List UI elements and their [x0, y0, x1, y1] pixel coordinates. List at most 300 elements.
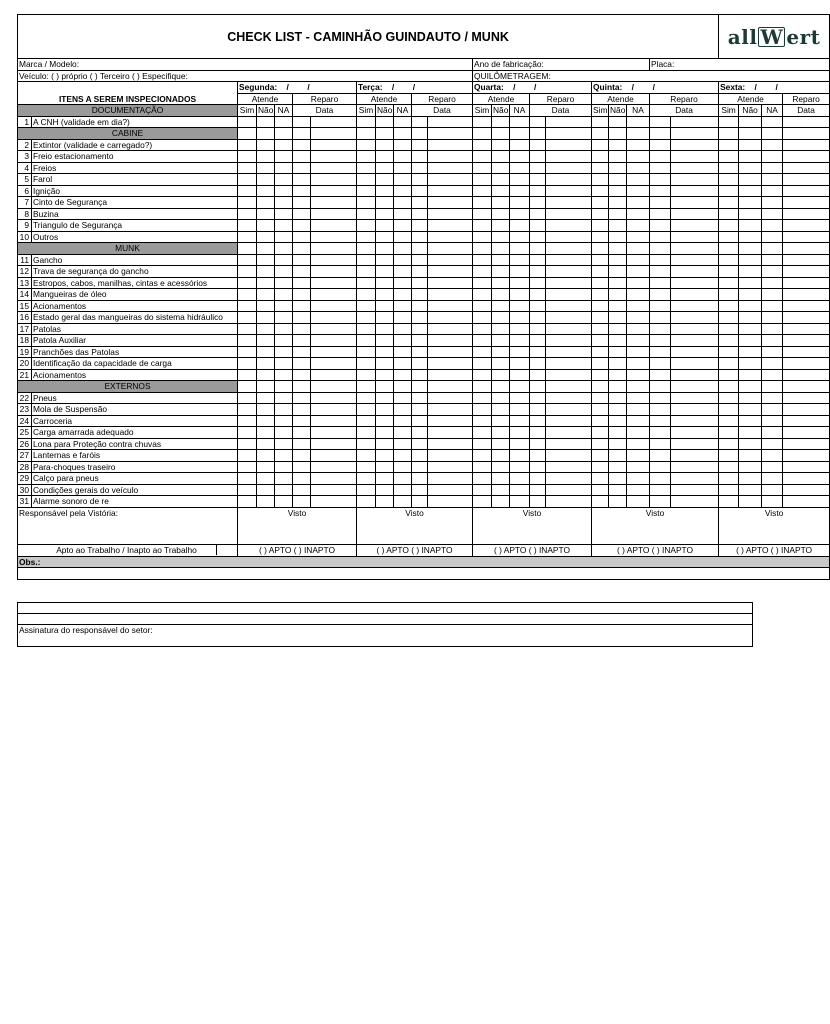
na-check-cell[interactable] [510, 174, 530, 186]
nao-check-cell[interactable] [609, 358, 627, 370]
nao-check-cell[interactable] [609, 197, 627, 209]
repair-cell[interactable] [412, 323, 428, 335]
repair-cell[interactable] [650, 162, 671, 174]
date-cell[interactable] [671, 381, 719, 393]
date-cell[interactable] [546, 438, 592, 450]
na-check-cell[interactable] [510, 404, 530, 416]
nao-check-cell[interactable] [609, 254, 627, 266]
nao-check-cell[interactable] [492, 438, 510, 450]
repair-cell[interactable] [293, 473, 311, 485]
sim-check-cell[interactable] [473, 231, 492, 243]
repair-cell[interactable] [293, 427, 311, 439]
repair-cell[interactable] [783, 208, 830, 220]
sim-check-cell[interactable] [238, 392, 257, 404]
sim-check-cell[interactable] [592, 162, 609, 174]
repair-cell[interactable] [530, 289, 546, 301]
repair-cell[interactable] [783, 346, 830, 358]
nao-check-cell[interactable] [739, 151, 762, 163]
sim-check-cell[interactable] [592, 473, 609, 485]
nao-check-cell[interactable] [739, 335, 762, 347]
obs-field[interactable] [18, 568, 830, 580]
repair-cell[interactable] [783, 243, 830, 255]
sim-check-cell[interactable] [357, 277, 376, 289]
odometer-field[interactable]: QUILÔMETRAGEM: [473, 70, 830, 82]
brand-model-field[interactable]: Marca / Modelo: [18, 59, 473, 71]
nao-check-cell[interactable] [376, 185, 394, 197]
repair-cell[interactable] [783, 300, 830, 312]
nao-check-cell[interactable] [492, 461, 510, 473]
date-cell[interactable] [546, 185, 592, 197]
repair-cell[interactable] [783, 484, 830, 496]
repair-cell[interactable] [783, 312, 830, 324]
na-check-cell[interactable] [762, 461, 783, 473]
nao-check-cell[interactable] [739, 346, 762, 358]
date-cell[interactable] [428, 381, 473, 393]
nao-check-cell[interactable] [257, 174, 275, 186]
repair-cell[interactable] [530, 369, 546, 381]
check-cell[interactable] [238, 243, 257, 255]
na-check-cell[interactable] [627, 496, 650, 508]
na-check-cell[interactable] [394, 415, 412, 427]
nao-check-cell[interactable] [739, 116, 762, 128]
date-cell[interactable] [546, 461, 592, 473]
na-check-cell[interactable] [510, 450, 530, 462]
repair-cell[interactable] [650, 151, 671, 163]
sim-check-cell[interactable] [592, 266, 609, 278]
na-check-cell[interactable] [762, 220, 783, 232]
repair-cell[interactable] [293, 392, 311, 404]
repair-cell[interactable] [783, 185, 830, 197]
nao-check-cell[interactable] [257, 473, 275, 485]
sim-check-cell[interactable] [238, 151, 257, 163]
date-cell[interactable] [311, 243, 357, 255]
check-cell[interactable] [492, 381, 510, 393]
check-cell[interactable] [592, 381, 609, 393]
na-check-cell[interactable] [275, 346, 293, 358]
sim-check-cell[interactable] [473, 323, 492, 335]
repair-cell[interactable] [783, 438, 830, 450]
na-check-cell[interactable] [627, 335, 650, 347]
na-check-cell[interactable] [627, 254, 650, 266]
nao-check-cell[interactable] [739, 358, 762, 370]
nao-check-cell[interactable] [257, 254, 275, 266]
date-cell[interactable] [311, 392, 357, 404]
nao-check-cell[interactable] [739, 404, 762, 416]
sim-check-cell[interactable] [473, 358, 492, 370]
na-check-cell[interactable] [275, 277, 293, 289]
sim-check-cell[interactable] [357, 323, 376, 335]
na-check-cell[interactable] [762, 473, 783, 485]
sim-check-cell[interactable] [473, 404, 492, 416]
na-check-cell[interactable] [394, 335, 412, 347]
date-cell[interactable] [311, 484, 357, 496]
na-check-cell[interactable] [394, 404, 412, 416]
nao-check-cell[interactable] [609, 162, 627, 174]
sim-check-cell[interactable] [473, 151, 492, 163]
apto-blank-box[interactable] [216, 545, 236, 555]
check-cell[interactable] [762, 128, 783, 140]
repair-cell[interactable] [783, 404, 830, 416]
na-check-cell[interactable] [510, 116, 530, 128]
repair-cell[interactable] [783, 220, 830, 232]
date-cell[interactable] [671, 335, 719, 347]
na-check-cell[interactable] [627, 220, 650, 232]
na-check-cell[interactable] [275, 461, 293, 473]
repair-cell[interactable] [530, 438, 546, 450]
sim-check-cell[interactable] [592, 220, 609, 232]
nao-check-cell[interactable] [609, 427, 627, 439]
nao-check-cell[interactable] [739, 323, 762, 335]
na-check-cell[interactable] [510, 254, 530, 266]
repair-cell[interactable] [650, 427, 671, 439]
repair-cell[interactable] [650, 438, 671, 450]
repair-cell[interactable] [293, 496, 311, 508]
repair-cell[interactable] [293, 415, 311, 427]
repair-cell[interactable] [530, 473, 546, 485]
repair-cell[interactable] [412, 277, 428, 289]
visto-signature-field[interactable] [238, 518, 357, 545]
na-check-cell[interactable] [275, 323, 293, 335]
nao-check-cell[interactable] [609, 415, 627, 427]
check-cell[interactable] [510, 381, 530, 393]
sim-check-cell[interactable] [238, 197, 257, 209]
repair-cell[interactable] [783, 335, 830, 347]
repair-cell[interactable] [650, 369, 671, 381]
sim-check-cell[interactable] [357, 438, 376, 450]
date-cell[interactable] [546, 473, 592, 485]
date-cell[interactable] [428, 220, 473, 232]
sim-check-cell[interactable] [238, 116, 257, 128]
sim-check-cell[interactable] [592, 369, 609, 381]
check-cell[interactable] [473, 243, 492, 255]
sim-check-cell[interactable] [592, 461, 609, 473]
nao-check-cell[interactable] [739, 231, 762, 243]
apto-option[interactable]: ( ) APTO ( ) INAPTO [592, 545, 719, 557]
sim-check-cell[interactable] [473, 473, 492, 485]
nao-check-cell[interactable] [257, 323, 275, 335]
date-cell[interactable] [671, 415, 719, 427]
na-check-cell[interactable] [762, 231, 783, 243]
repair-cell[interactable] [783, 197, 830, 209]
visto-signature-field[interactable] [592, 518, 719, 545]
na-check-cell[interactable] [762, 300, 783, 312]
nao-check-cell[interactable] [492, 151, 510, 163]
nao-check-cell[interactable] [257, 358, 275, 370]
na-check-cell[interactable] [394, 312, 412, 324]
date-cell[interactable] [428, 450, 473, 462]
check-cell[interactable] [238, 381, 257, 393]
sim-check-cell[interactable] [238, 323, 257, 335]
check-cell[interactable] [592, 128, 609, 140]
date-cell[interactable] [311, 197, 357, 209]
repair-cell[interactable] [293, 208, 311, 220]
date-cell[interactable] [671, 438, 719, 450]
repair-cell[interactable] [650, 185, 671, 197]
sim-check-cell[interactable] [473, 335, 492, 347]
na-check-cell[interactable] [762, 116, 783, 128]
nao-check-cell[interactable] [257, 496, 275, 508]
date-cell[interactable] [311, 208, 357, 220]
nao-check-cell[interactable] [257, 438, 275, 450]
repair-cell[interactable] [783, 289, 830, 301]
date-cell[interactable] [311, 335, 357, 347]
date-cell[interactable] [311, 139, 357, 151]
repair-cell[interactable] [783, 461, 830, 473]
date-cell[interactable] [428, 473, 473, 485]
nao-check-cell[interactable] [257, 185, 275, 197]
sim-check-cell[interactable] [719, 151, 739, 163]
date-cell[interactable] [428, 415, 473, 427]
na-check-cell[interactable] [627, 473, 650, 485]
date-cell[interactable] [311, 254, 357, 266]
sim-check-cell[interactable] [719, 289, 739, 301]
sim-check-cell[interactable] [357, 231, 376, 243]
check-cell[interactable] [394, 243, 412, 255]
date-cell[interactable] [428, 266, 473, 278]
repair-cell[interactable] [783, 254, 830, 266]
check-cell[interactable] [257, 243, 275, 255]
nao-check-cell[interactable] [376, 415, 394, 427]
sim-check-cell[interactable] [238, 185, 257, 197]
sim-check-cell[interactable] [357, 392, 376, 404]
sim-check-cell[interactable] [592, 289, 609, 301]
na-check-cell[interactable] [762, 174, 783, 186]
repair-cell[interactable] [412, 312, 428, 324]
repair-cell[interactable] [412, 392, 428, 404]
year-field[interactable]: Ano de fabricação: [473, 59, 650, 71]
check-cell[interactable] [492, 128, 510, 140]
na-check-cell[interactable] [762, 289, 783, 301]
sim-check-cell[interactable] [473, 346, 492, 358]
repair-cell[interactable] [530, 139, 546, 151]
nao-check-cell[interactable] [609, 323, 627, 335]
repair-cell[interactable] [412, 185, 428, 197]
na-check-cell[interactable] [394, 266, 412, 278]
sim-check-cell[interactable] [473, 438, 492, 450]
repair-cell[interactable] [783, 358, 830, 370]
sim-check-cell[interactable] [238, 346, 257, 358]
na-check-cell[interactable] [627, 346, 650, 358]
nao-check-cell[interactable] [376, 346, 394, 358]
sim-check-cell[interactable] [592, 438, 609, 450]
check-cell[interactable] [357, 128, 376, 140]
repair-cell[interactable] [412, 450, 428, 462]
nao-check-cell[interactable] [609, 289, 627, 301]
date-cell[interactable] [546, 323, 592, 335]
na-check-cell[interactable] [394, 473, 412, 485]
nao-check-cell[interactable] [739, 484, 762, 496]
repair-cell[interactable] [650, 461, 671, 473]
na-check-cell[interactable] [627, 197, 650, 209]
repair-cell[interactable] [293, 116, 311, 128]
date-cell[interactable] [428, 427, 473, 439]
sim-check-cell[interactable] [719, 346, 739, 358]
sim-check-cell[interactable] [719, 197, 739, 209]
repair-cell[interactable] [412, 208, 428, 220]
sim-check-cell[interactable] [357, 116, 376, 128]
date-cell[interactable] [671, 300, 719, 312]
repair-cell[interactable] [412, 139, 428, 151]
nao-check-cell[interactable] [257, 266, 275, 278]
repair-cell[interactable] [412, 369, 428, 381]
sim-check-cell[interactable] [473, 312, 492, 324]
check-cell[interactable] [762, 243, 783, 255]
repair-cell[interactable] [783, 128, 830, 140]
na-check-cell[interactable] [510, 185, 530, 197]
repair-cell[interactable] [412, 496, 428, 508]
nao-check-cell[interactable] [376, 254, 394, 266]
nao-check-cell[interactable] [257, 346, 275, 358]
repair-cell[interactable] [293, 277, 311, 289]
nao-check-cell[interactable] [609, 139, 627, 151]
plate-field[interactable]: Placa: [650, 59, 830, 71]
date-cell[interactable] [546, 427, 592, 439]
nao-check-cell[interactable] [609, 369, 627, 381]
sim-check-cell[interactable] [473, 208, 492, 220]
date-cell[interactable] [671, 185, 719, 197]
sim-check-cell[interactable] [473, 289, 492, 301]
repair-cell[interactable] [412, 128, 428, 140]
na-check-cell[interactable] [275, 300, 293, 312]
date-cell[interactable] [428, 289, 473, 301]
repair-cell[interactable] [650, 381, 671, 393]
sim-check-cell[interactable] [357, 254, 376, 266]
sim-check-cell[interactable] [592, 231, 609, 243]
na-check-cell[interactable] [762, 312, 783, 324]
date-cell[interactable] [671, 139, 719, 151]
sim-check-cell[interactable] [238, 277, 257, 289]
repair-cell[interactable] [530, 162, 546, 174]
repair-cell[interactable] [293, 335, 311, 347]
check-cell[interactable] [238, 128, 257, 140]
sim-check-cell[interactable] [238, 404, 257, 416]
date-cell[interactable] [671, 220, 719, 232]
sim-check-cell[interactable] [238, 231, 257, 243]
date-cell[interactable] [311, 450, 357, 462]
repair-cell[interactable] [650, 346, 671, 358]
nao-check-cell[interactable] [492, 358, 510, 370]
repair-cell[interactable] [412, 300, 428, 312]
sim-check-cell[interactable] [357, 289, 376, 301]
na-check-cell[interactable] [275, 208, 293, 220]
date-cell[interactable] [671, 174, 719, 186]
repair-cell[interactable] [530, 323, 546, 335]
na-check-cell[interactable] [762, 404, 783, 416]
apto-option[interactable]: ( ) APTO ( ) INAPTO [357, 545, 473, 557]
sim-check-cell[interactable] [357, 461, 376, 473]
nao-check-cell[interactable] [739, 473, 762, 485]
check-cell[interactable] [357, 243, 376, 255]
na-check-cell[interactable] [394, 484, 412, 496]
na-check-cell[interactable] [275, 415, 293, 427]
date-cell[interactable] [546, 197, 592, 209]
na-check-cell[interactable] [762, 496, 783, 508]
nao-check-cell[interactable] [376, 335, 394, 347]
na-check-cell[interactable] [627, 289, 650, 301]
repair-cell[interactable] [412, 231, 428, 243]
na-check-cell[interactable] [394, 346, 412, 358]
date-cell[interactable] [311, 277, 357, 289]
repair-cell[interactable] [783, 231, 830, 243]
sim-check-cell[interactable] [719, 473, 739, 485]
na-check-cell[interactable] [394, 208, 412, 220]
nao-check-cell[interactable] [376, 220, 394, 232]
nao-check-cell[interactable] [492, 300, 510, 312]
nao-check-cell[interactable] [257, 289, 275, 301]
sim-check-cell[interactable] [238, 335, 257, 347]
date-cell[interactable] [311, 220, 357, 232]
repair-cell[interactable] [783, 381, 830, 393]
sim-check-cell[interactable] [473, 427, 492, 439]
na-check-cell[interactable] [510, 496, 530, 508]
nao-check-cell[interactable] [376, 369, 394, 381]
sim-check-cell[interactable] [357, 300, 376, 312]
na-check-cell[interactable] [275, 289, 293, 301]
date-cell[interactable] [546, 415, 592, 427]
sim-check-cell[interactable] [473, 220, 492, 232]
repair-cell[interactable] [293, 266, 311, 278]
repair-cell[interactable] [650, 231, 671, 243]
na-check-cell[interactable] [627, 312, 650, 324]
repair-cell[interactable] [412, 473, 428, 485]
repair-cell[interactable] [412, 358, 428, 370]
sim-check-cell[interactable] [473, 266, 492, 278]
date-cell[interactable] [671, 496, 719, 508]
date-cell[interactable] [671, 473, 719, 485]
check-cell[interactable] [592, 243, 609, 255]
nao-check-cell[interactable] [376, 484, 394, 496]
date-cell[interactable] [671, 231, 719, 243]
sim-check-cell[interactable] [357, 415, 376, 427]
nao-check-cell[interactable] [739, 162, 762, 174]
check-cell[interactable] [275, 381, 293, 393]
repair-cell[interactable] [650, 473, 671, 485]
nao-check-cell[interactable] [257, 312, 275, 324]
repair-cell[interactable] [530, 128, 546, 140]
sim-check-cell[interactable] [357, 473, 376, 485]
nao-check-cell[interactable] [257, 335, 275, 347]
repair-cell[interactable] [412, 162, 428, 174]
nao-check-cell[interactable] [376, 404, 394, 416]
na-check-cell[interactable] [627, 438, 650, 450]
date-cell[interactable] [428, 277, 473, 289]
repair-cell[interactable] [412, 289, 428, 301]
sim-check-cell[interactable] [592, 323, 609, 335]
date-cell[interactable] [311, 438, 357, 450]
na-check-cell[interactable] [275, 473, 293, 485]
sim-check-cell[interactable] [592, 208, 609, 220]
sim-check-cell[interactable] [719, 139, 739, 151]
date-cell[interactable] [311, 289, 357, 301]
sim-check-cell[interactable] [719, 266, 739, 278]
repair-cell[interactable] [530, 185, 546, 197]
na-check-cell[interactable] [394, 220, 412, 232]
na-check-cell[interactable] [394, 427, 412, 439]
nao-check-cell[interactable] [376, 312, 394, 324]
nao-check-cell[interactable] [257, 208, 275, 220]
date-cell[interactable] [546, 381, 592, 393]
na-check-cell[interactable] [627, 277, 650, 289]
date-cell[interactable] [671, 128, 719, 140]
sim-check-cell[interactable] [357, 266, 376, 278]
sim-check-cell[interactable] [357, 427, 376, 439]
sim-check-cell[interactable] [592, 450, 609, 462]
nao-check-cell[interactable] [376, 289, 394, 301]
sim-check-cell[interactable] [592, 346, 609, 358]
date-cell[interactable] [311, 461, 357, 473]
date-cell[interactable] [428, 116, 473, 128]
repair-cell[interactable] [293, 300, 311, 312]
